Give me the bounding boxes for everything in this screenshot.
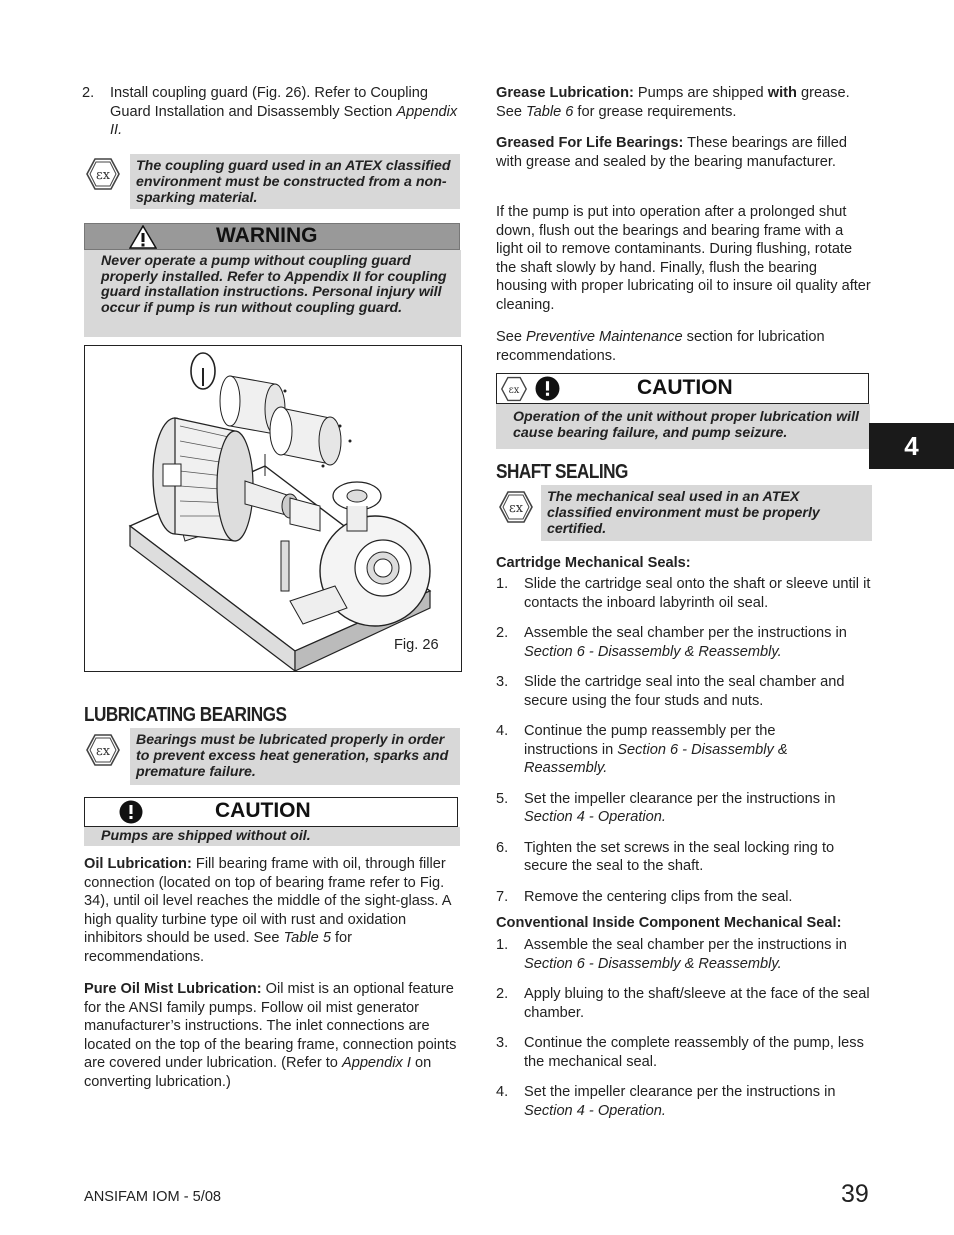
warning-title: WARNING (216, 224, 318, 247)
atex-ex-icon (499, 490, 533, 524)
figure-26 (84, 345, 462, 672)
caution-title: CAUTION (637, 376, 733, 399)
warning-triangle-icon (129, 225, 157, 249)
atex-ex-icon (501, 376, 527, 402)
list-item: 2. Assemble the seal chamber per the instructions in Section 6 - Disassembly & Reassembly. (496, 625, 847, 660)
oil-mist-paragraph: Pure Oil Mist Lubrication: Oil mist is an optional feature for the ANSI family pumps. Follow oil mist generator manufacturer’s instructions. The inlet connections are located on the top of the bearing frame, connection points are covered under lubrication. (Refer to Appendix I on converting lubrication.) (84, 981, 457, 1090)
list-item: 4. Set the impeller clearance per the instructions in Section 4 - Operation. (496, 1084, 836, 1119)
caution-text: Operation of the unit without proper lubrication will cause bearing failure, and pump seizure. (496, 404, 870, 449)
list-item: 5. Set the impeller clearance per the instructions in Section 4 - Operation. (496, 790, 836, 825)
conventional-list (496, 936, 874, 1120)
warning-header (84, 223, 460, 250)
caution-header (496, 373, 869, 404)
warning-text: Never operate a pump without coupling guard properly installed. Refer to Appendix II for coupling guard installation instructions. Personal injury will occur if pump is run without coupling guard. (84, 250, 461, 337)
shaft-sealing-heading: SHAFT SEALING (496, 461, 628, 483)
caution-text: Pumps are shipped without oil. (84, 827, 460, 846)
list-item: 2. Apply bluing to the shaft/sleeve at the face of the seal chamber. (496, 986, 870, 1021)
conventional-seal-heading: Conventional Inside Component Mechanical Seal: (496, 915, 842, 931)
svg-text:εx: εx (95, 744, 111, 759)
caution-title: CAUTION (215, 799, 311, 822)
exclamation-circle-icon (535, 376, 560, 401)
atex-ex-icon (86, 733, 120, 767)
atex-note-text: Bearings must be lubricated properly in order to prevent excess heat generation, sparks and premature failure. (130, 728, 460, 785)
atex-ex-icon (86, 157, 120, 191)
list-item: 4. Continue the pump reassembly per the instructions in Section 6 - Disassembly & Reassembly. (496, 723, 788, 776)
list-item: 3. Continue the complete reassembly of the pump, less the mechanical seal. (496, 1035, 864, 1070)
section-tab: 4 (869, 423, 954, 469)
atex-note (496, 485, 872, 541)
atex-note-text: The mechanical seal used in an ATEX classified environment must be properly certified. (541, 485, 872, 541)
install-guard-step: 2. Install coupling guard (Fig. 26). Refer to Coupling Guard Installation and Disassembly Section Appendix II. (82, 85, 458, 138)
pump-illustration (85, 346, 461, 671)
caution-box (84, 797, 460, 847)
figure-caption: Fig. 26 (394, 637, 439, 653)
list-item: 1. Assemble the seal chamber per the instructions in Section 6 - Disassembly & Reassembly. (496, 937, 847, 972)
list-item: 1. Slide the cartridge seal onto the shaft or sleeve until it contacts the inboard labyrinth oil seal. (496, 576, 871, 611)
svg-text:εx: εx (95, 168, 111, 183)
prolonged-shutdown-paragraph: If the pump is put into operation after a prolonged shut down, flush out the bearings and bearing frame with a light oil to remove contaminants. During flushing, rotate the shaft slowly by hand. Finally, flush the bearing housing with proper lubricating oil to insure oil quality after cleaning. (496, 204, 871, 313)
list-item: 7. Remove the centering clips from the seal. (496, 888, 793, 905)
step-number: 2. (82, 85, 95, 101)
exclamation-circle-icon (119, 800, 143, 824)
caution-box (496, 373, 871, 451)
svg-text:εx: εx (508, 501, 524, 516)
page-number: 39 (841, 1180, 869, 1208)
warning-box (84, 223, 460, 339)
cartridge-list (496, 575, 874, 906)
atex-note-text: The coupling guard used in an ATEX classified environment must be constructed from a non-sparking material. (130, 154, 460, 209)
oil-lubrication-paragraph: Oil Lubrication: Fill bearing frame with oil, through filler connection (located on top of bearing frame refer to Fig. 34), until oil level reaches the middle of the sight-glass. A high quality turbine type oil with rust and oxidation inhibitors should be used. See Table 5 for recommendations. (84, 856, 451, 965)
greased-for-life-paragraph: Greased For Life Bearings: These bearings are filled with grease and sealed by the bearing manufacturer. (496, 135, 847, 170)
preventive-maintenance-paragraph: See Preventive Maintenance section for lubrication recommendations. (496, 329, 825, 364)
atex-note (84, 154, 460, 210)
caution-header (84, 797, 458, 827)
grease-lubrication-paragraph: Grease Lubrication: Pumps are shipped with grease. See Table 6 for grease requirements. (496, 85, 850, 120)
atex-note (84, 728, 460, 784)
svg-text:εx: εx (508, 384, 520, 396)
footer-doc-id: ANSIFAM IOM - 5/08 (84, 1189, 222, 1205)
list-item: 3. Slide the cartridge seal into the seal chamber and secure using the four studs and nuts. (496, 674, 845, 709)
lubricating-bearings-heading: LUBRICATING BEARINGS (84, 704, 287, 726)
list-item: 6. Tighten the set screws in the seal locking ring to secure the seal to the shaft. (496, 839, 835, 874)
cartridge-seals-heading: Cartridge Mechanical Seals: (496, 555, 691, 571)
